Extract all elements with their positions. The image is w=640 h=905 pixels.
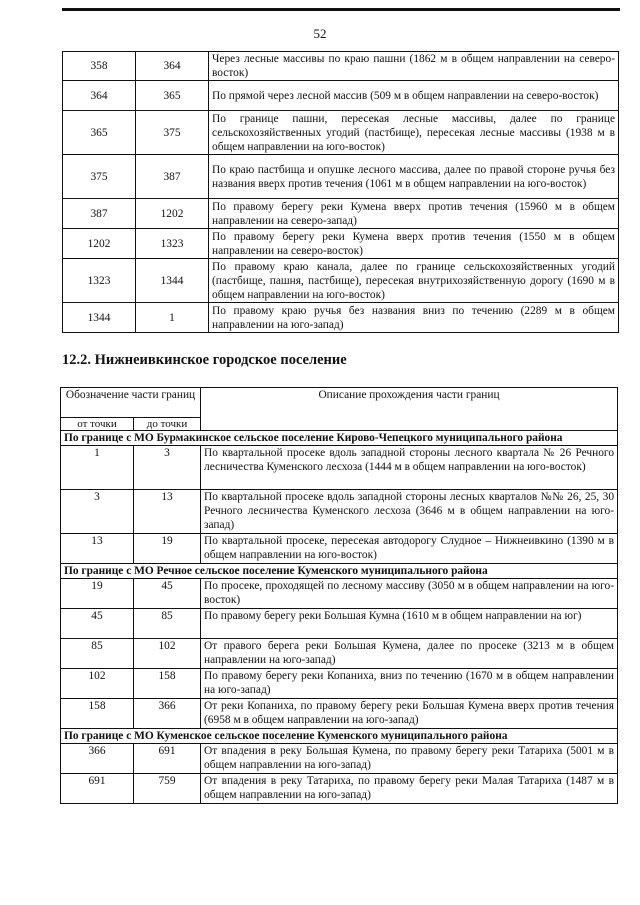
from-point: 158 bbox=[61, 699, 134, 729]
from-point: 13 bbox=[61, 534, 134, 564]
segment-description: От впадения в реку Большая Кумена, по правому берегу реки Татариха (5001 м в общем направлении на юго-запад) bbox=[201, 744, 618, 774]
to-point: 19 bbox=[134, 534, 201, 564]
table-row bbox=[61, 639, 618, 669]
segment-description: По квартальной просеке вдоль западной стороны лесного квартала № 26 Речного лесничества Куменского лесхоза (1444 м в общем направлении на юго-восток) bbox=[201, 446, 618, 490]
table-row bbox=[61, 744, 618, 774]
from-point: 3 bbox=[61, 490, 134, 534]
table-row bbox=[63, 303, 619, 333]
segment-description: По просеке, проходящей по лесному массиву (3050 м в общем направлении на юго-восток) bbox=[201, 579, 618, 609]
header-points: Обозначение части границ bbox=[61, 388, 201, 418]
top-rule bbox=[62, 8, 620, 11]
to-point: 691 bbox=[134, 744, 201, 774]
to-point: 45 bbox=[134, 579, 201, 609]
table-row bbox=[61, 774, 618, 804]
header-to: до точки bbox=[134, 418, 201, 431]
to-point: 158 bbox=[134, 669, 201, 699]
to-point: 102 bbox=[134, 639, 201, 669]
table-header-row bbox=[61, 388, 618, 418]
header-from: от точки bbox=[61, 418, 134, 431]
to-point: 13 bbox=[134, 490, 201, 534]
segment-description: По правому берегу реки Кумена вверх против течения (1550 м в общем направлении на северо-восток) bbox=[209, 229, 619, 259]
from-point: 364 bbox=[63, 81, 136, 111]
segment-description: По правому берегу реки Большая Кумна (1610 м в общем направлении на юг) bbox=[201, 609, 618, 639]
table-row bbox=[63, 111, 619, 155]
segment-description: От впадения в реку Татариха, по правому берегу реки Малая Татариха (1487 м в общем направлении на юго-запад) bbox=[201, 774, 618, 804]
from-point: 366 bbox=[61, 744, 134, 774]
table-row bbox=[63, 155, 619, 199]
table-row bbox=[61, 534, 618, 564]
from-point: 1202 bbox=[63, 229, 136, 259]
from-point: 365 bbox=[63, 111, 136, 155]
from-point: 85 bbox=[61, 639, 134, 669]
table-row bbox=[63, 229, 619, 259]
to-point: 366 bbox=[134, 699, 201, 729]
group-title: По границе с МО Речное сельское поселение Куменского муниципального района bbox=[61, 564, 618, 579]
to-point: 1 bbox=[136, 303, 209, 333]
from-point: 19 bbox=[61, 579, 134, 609]
group-row bbox=[61, 564, 618, 579]
segment-description: По правому берегу реки Кумена вверх против течения (15960 м в общем направлении на северо-запад) bbox=[209, 199, 619, 229]
segment-description: По квартальной просеке вдоль западной стороны лесных кварталов №№ 26, 25, 30 Речного лесничества Куменского лесхоза (3646 м в общем направлении на юго-запад) bbox=[201, 490, 618, 534]
table-row bbox=[61, 579, 618, 609]
group-title: По границе с МО Бурмакинское сельское поселение Кирово-Чепецкого муниципального района bbox=[61, 431, 618, 446]
to-point: 85 bbox=[134, 609, 201, 639]
segment-description: Через лесные массивы по краю пашни (1862 м в общем направлении на северо-восток) bbox=[209, 52, 619, 81]
to-point: 387 bbox=[136, 155, 209, 199]
segment-description: По прямой через лесной массив (509 м в общем направлении на северо-восток) bbox=[209, 81, 619, 111]
table-row bbox=[63, 81, 619, 111]
boundary-table-continued bbox=[62, 51, 619, 333]
segment-description: По краю пастбища и опушке лесного массива, далее по правой стороне ручья без названия вверх против течения (1061 м в общем направлении на юго-восток) bbox=[209, 155, 619, 199]
table-row bbox=[63, 259, 619, 303]
from-point: 102 bbox=[61, 669, 134, 699]
header-description: Описание прохождения части границ bbox=[201, 388, 618, 431]
group-title: По границе с МО Куменское сельское поселение Куменского муниципального района bbox=[61, 729, 618, 744]
table-row bbox=[63, 52, 619, 81]
from-point: 1 bbox=[61, 446, 134, 490]
to-point: 1202 bbox=[136, 199, 209, 229]
segment-description: От реки Копаниха, по правому берегу реки Большая Кумена вверх против течения (6958 м в общем направлении на юго-запад) bbox=[201, 699, 618, 729]
segment-description: По правому берегу реки Копаниха, вниз по течению (1670 м в общем направлении на юго-запад) bbox=[201, 669, 618, 699]
table-row bbox=[61, 446, 618, 490]
from-point: 691 bbox=[61, 774, 134, 804]
to-point: 1344 bbox=[136, 259, 209, 303]
segment-description: По границе пашни, пересекая лесные массивы, далее по границе сельскохозяйственных угодий (пастбище), пересекая лесные массивы (1938 м в общем направлении на юго-восток) bbox=[209, 111, 619, 155]
page-number: 52 bbox=[313, 26, 327, 41]
to-point: 3 bbox=[134, 446, 201, 490]
to-point: 375 bbox=[136, 111, 209, 155]
to-point: 1323 bbox=[136, 229, 209, 259]
segment-description: По правому краю канала, далее по границе сельскохозяйственных угодий (пастбище, пашня, пастбище), пересекая внутрихозяйственную дорогу (1690 м в общем направлении на юго-восток) bbox=[209, 259, 619, 303]
segment-description: По правому краю ручья без названия вниз по течению (2289 м в общем направлении на юго-запад) bbox=[209, 303, 619, 333]
from-point: 387 bbox=[63, 199, 136, 229]
from-point: 375 bbox=[63, 155, 136, 199]
to-point: 365 bbox=[136, 81, 209, 111]
from-point: 1344 bbox=[63, 303, 136, 333]
boundary-table-nizhneivkino bbox=[60, 387, 618, 804]
section-title: 12.2. Нижнеивкинское городское поселение bbox=[62, 352, 347, 368]
segment-description: От правого берега реки Большая Кумена, далее по просеке (3213 м в общем направлении на юго-запад) bbox=[201, 639, 618, 669]
group-row bbox=[61, 431, 618, 446]
to-point: 759 bbox=[134, 774, 201, 804]
from-point: 1323 bbox=[63, 259, 136, 303]
group-row bbox=[61, 729, 618, 744]
from-point: 358 bbox=[63, 52, 136, 81]
from-point: 45 bbox=[61, 609, 134, 639]
segment-description: По квартальной просеке, пересекая автодорогу Слудное – Нижнеивкино (1390 м в общем направлении на юго-восток) bbox=[201, 534, 618, 564]
table-row bbox=[61, 490, 618, 534]
table-row bbox=[61, 609, 618, 639]
table-row bbox=[63, 199, 619, 229]
to-point: 364 bbox=[136, 52, 209, 81]
table-row bbox=[61, 699, 618, 729]
table-row bbox=[61, 669, 618, 699]
